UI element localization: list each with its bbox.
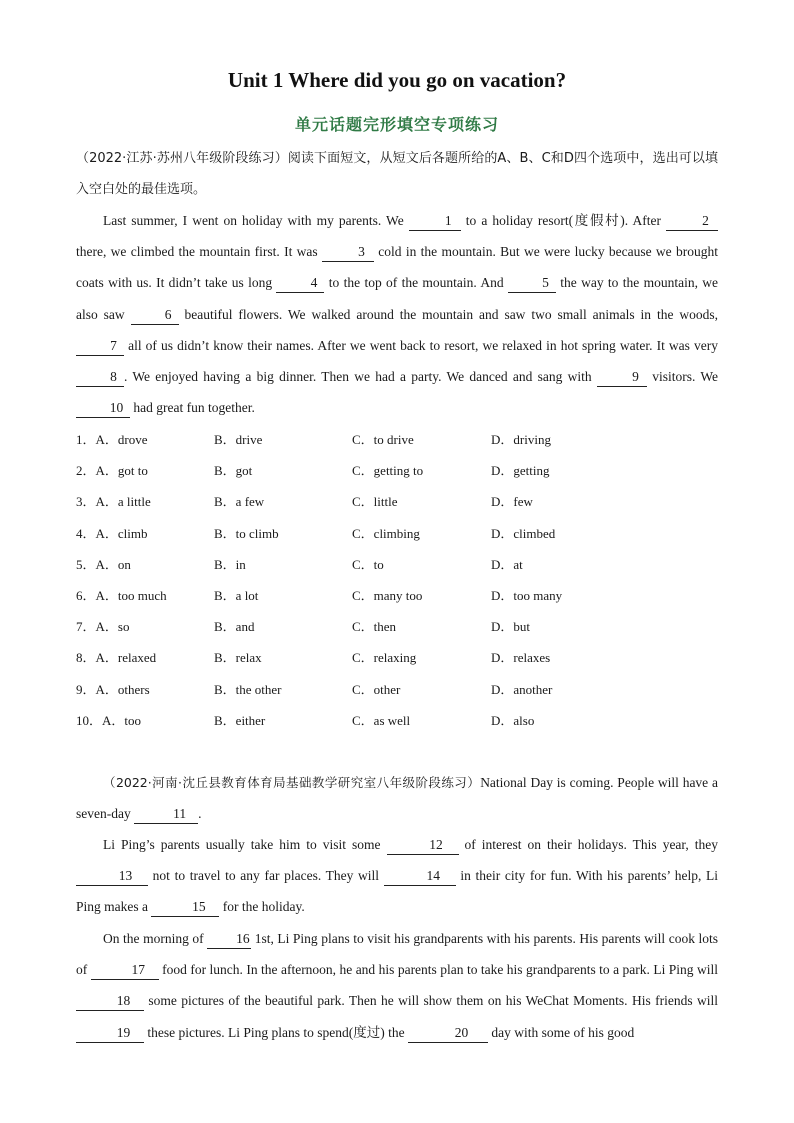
option-d[interactable]: D．another xyxy=(491,681,553,697)
option-d[interactable]: D．too many xyxy=(491,587,563,603)
option-a[interactable]: 6．A．too much xyxy=(76,587,167,603)
passage2-source: （2022·河南·沈丘县教育体育局基础教学研究室八年级阶段练习） xyxy=(103,775,481,790)
option-d[interactable]: D．getting xyxy=(491,463,550,479)
blank-15: 15 xyxy=(151,898,219,917)
passage2-paragraph-1: （2022·河南·沈丘县教育体育局基础教学研究室八年级阶段练习）National Day is coming. People will have a seven-day 11 . xyxy=(76,767,718,829)
option-b[interactable]: B．either xyxy=(214,712,266,728)
option-a[interactable]: 9．A．others xyxy=(76,681,150,697)
blank-18: 18 xyxy=(76,992,144,1011)
option-b[interactable]: B．drive xyxy=(214,432,263,447)
option-c[interactable]: C．other xyxy=(352,681,401,697)
option-d[interactable]: D．also xyxy=(491,712,535,728)
blank-2: 2 xyxy=(666,212,718,231)
passage2-paragraph-3: On the morning of 16 1st, Li Ping plans to visit his grandparents with his parents. His parents will cook lots of 17 food for lunch. In the afternoon, he and his parents plan to take his grandparents to a park. Li Ping will 18 some pictures of the beautiful park. Then he will show them on his WeChat Moments. His friends will 19 these pictures. Li Ping plans to spend(度过) the 20 day with some of his good xyxy=(76,923,718,1048)
option-c[interactable]: C．little xyxy=(352,494,398,510)
option-a[interactable]: 5．A．on xyxy=(76,556,131,572)
blank-8: 8 xyxy=(76,368,124,387)
option-row xyxy=(76,705,736,736)
option-b[interactable]: B．got xyxy=(214,463,253,479)
option-d[interactable]: D．at xyxy=(491,556,523,572)
option-b[interactable]: B．and xyxy=(214,619,255,635)
option-c[interactable]: C．then xyxy=(352,619,397,635)
option-c[interactable]: C．climbing xyxy=(352,525,420,541)
blank-14: 14 xyxy=(384,867,456,886)
option-row xyxy=(76,518,736,549)
passage1-text: Last summer, I went on holiday with my parents. We 1 to a holiday resort(度假村). After 2 there, we climbed the mountain first. It was 3 cold in the mountain. But we were lucky because we brought coats with us. It didn’t take us long 4 to the top of the mountain. And 5 the way to the mountain, we also saw 6 beautiful flowers. We walked around the mountain and saw two small animals in the woods, 7 all of us didn’t know their names. After we went back to resort, we relaxed in hot spring water. It was very 8 . We enjoyed having a big dinner. Then we had a party. We danced and sang with 9 visitors. We 10 had great fun together. xyxy=(76,205,718,423)
option-a[interactable]: 3．A．a little xyxy=(76,494,151,510)
option-row xyxy=(76,642,736,673)
blank-13: 13 xyxy=(76,867,148,886)
option-c[interactable]: C．to xyxy=(352,556,384,572)
page-title: Unit 1 Where did you go on vacation? xyxy=(227,68,567,92)
blank-4: 4 xyxy=(276,274,324,293)
option-a[interactable]: 7．A．so xyxy=(76,619,130,635)
option-d[interactable]: D．but xyxy=(491,619,531,635)
option-d[interactable]: D．relaxes xyxy=(491,650,551,666)
option-a[interactable]: 10．A．too xyxy=(76,712,142,728)
option-c[interactable]: C．many too xyxy=(352,587,423,603)
option-c[interactable]: C．relaxing xyxy=(352,650,417,666)
option-row xyxy=(76,549,736,580)
blank-11: 11 xyxy=(134,805,198,824)
passage2-paragraph-2: Li Ping’s parents usually take him to visit some 12 of interest on their holidays. This year, they 13 not to travel to any far places. They will 14 in their city for fun. With his parents’ help, Li Ping makes a 15 for the holiday. xyxy=(76,829,718,923)
option-d[interactable]: D．few xyxy=(491,494,533,510)
option-c[interactable]: C．getting to xyxy=(352,463,424,479)
option-b[interactable]: B．to climb xyxy=(214,525,279,541)
option-b[interactable]: B．the other xyxy=(214,681,282,697)
passage1-instructions: （2022·江苏·苏州八年级阶段练习）阅读下面短文，从短文后各题所给的A、B、C和D四个选项中，选出可以填入空白处的最佳选项。 xyxy=(76,151,718,198)
blank-1: 1 xyxy=(409,212,461,231)
option-row xyxy=(76,611,736,642)
blank-12: 12 xyxy=(387,836,459,855)
blank-3: 3 xyxy=(322,243,374,262)
blank-19: 19 xyxy=(76,1024,144,1043)
option-row xyxy=(76,486,736,517)
option-b[interactable]: B．in xyxy=(214,556,246,572)
option-d[interactable]: D．driving xyxy=(491,432,551,447)
option-a[interactable]: 2．A．got to xyxy=(76,463,148,479)
option-row xyxy=(76,455,736,486)
option-c[interactable]: C．as well xyxy=(352,712,411,728)
blank-17: 17 xyxy=(91,961,159,980)
option-a[interactable]: 1．A．drove xyxy=(76,432,148,447)
option-a[interactable]: 4．A．climb xyxy=(76,525,148,541)
option-b[interactable]: B．a lot xyxy=(214,587,259,603)
options-list xyxy=(76,424,736,736)
blank-9: 9 xyxy=(597,368,647,387)
option-d[interactable]: D．climbed xyxy=(491,525,556,541)
option-c[interactable]: C．to drive xyxy=(352,432,414,447)
option-b[interactable]: B．a few xyxy=(214,494,265,510)
blank-16: 16 xyxy=(207,930,251,949)
option-row xyxy=(76,580,736,611)
blank-6: 6 xyxy=(131,306,179,325)
blank-5: 5 xyxy=(508,274,556,293)
option-row xyxy=(76,424,736,455)
blank-20: 20 xyxy=(408,1024,488,1043)
blank-10: 10 xyxy=(76,399,130,418)
blank-7: 7 xyxy=(76,337,124,356)
page-subtitle: 单元话题完形填空专项练习 xyxy=(294,115,499,134)
option-a[interactable]: 8．A．relaxed xyxy=(76,650,157,666)
option-row xyxy=(76,674,736,705)
option-b[interactable]: B．relax xyxy=(214,650,262,666)
